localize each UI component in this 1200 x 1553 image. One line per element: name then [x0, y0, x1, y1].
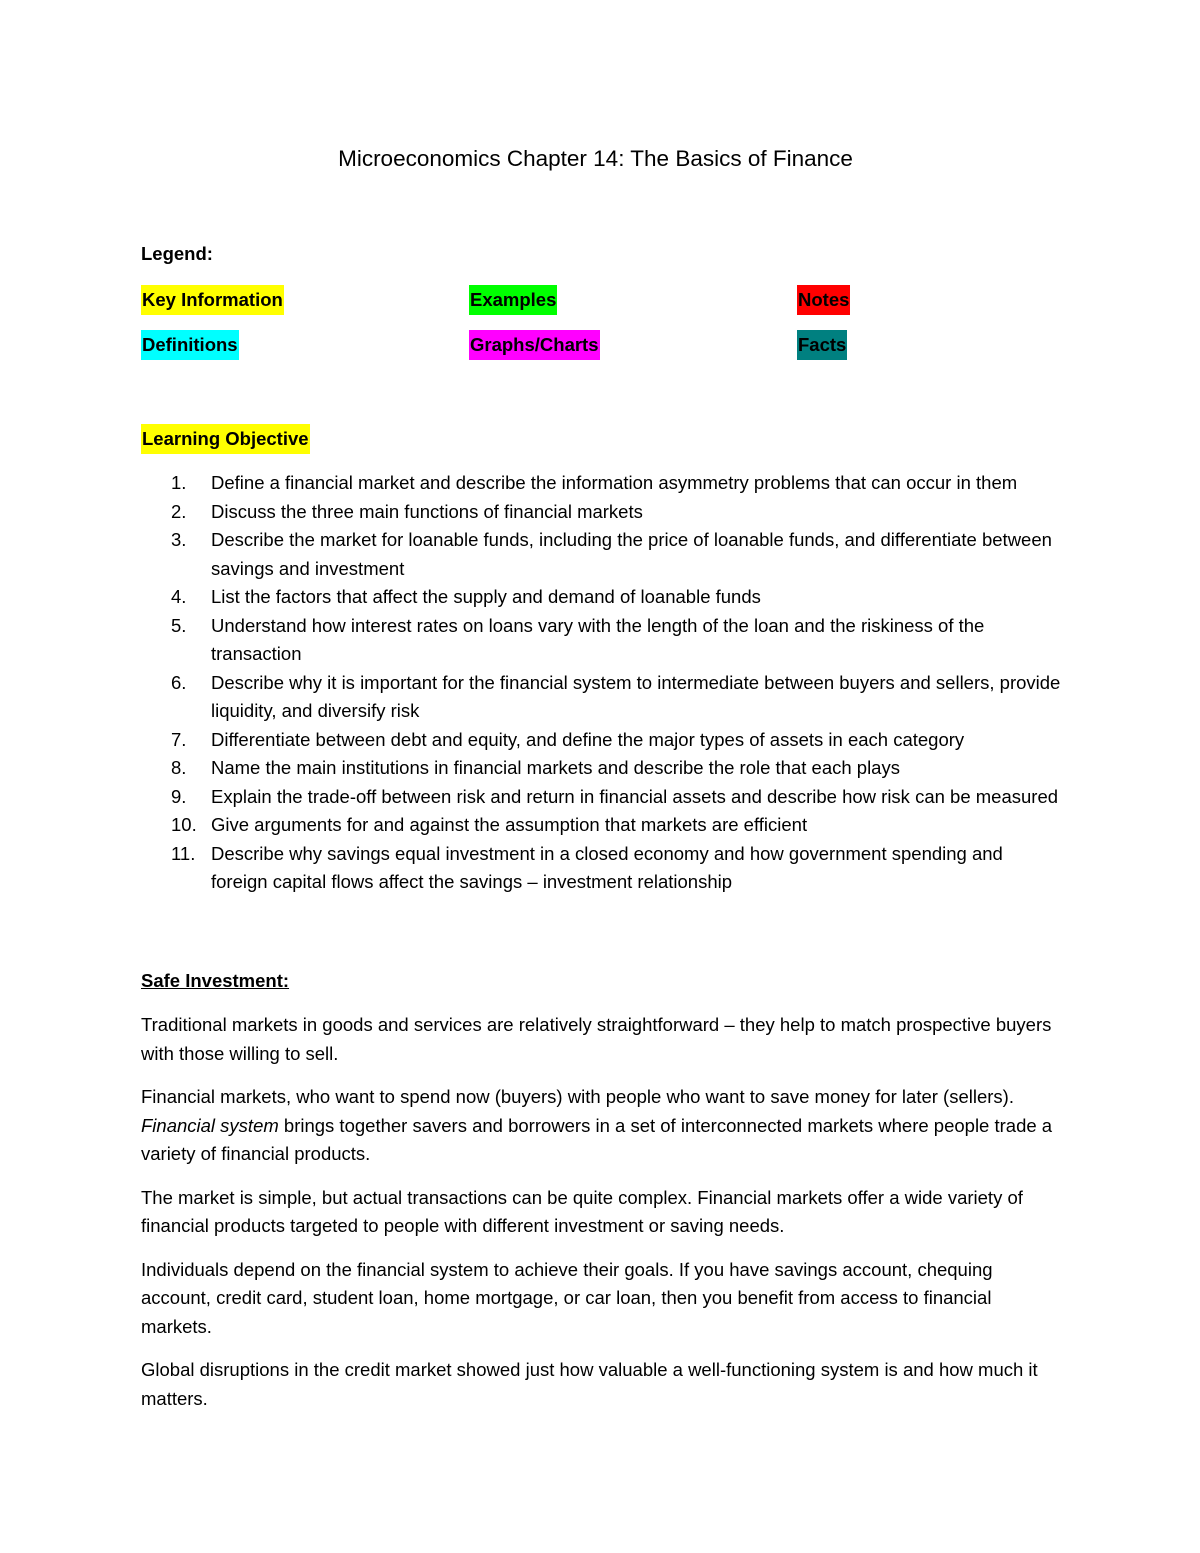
- paragraph: Individuals depend on the financial system to achieve their goals. If you have savings account, chequing account, credit card, student loan, home mortgage, or car loan, then you benefit from access to financial markets.: [141, 1258, 993, 1337]
- objective-text: Describe why it is important for the financial system to intermediate between buyers and sellers, provide liquidity, and diversify risk: [211, 671, 1061, 721]
- paragraph: The market is simple, but actual transactions can be quite complex. Financial markets offer a wide variety of financial products targeted to people with different investment or saving needs.: [141, 1186, 1023, 1236]
- objective-item: [141, 811, 1061, 840]
- term-financial-system: Financial system: [141, 1114, 279, 1136]
- objective-number: 10.: [171, 814, 197, 835]
- objective-text: Name the main institutions in financial markets and describe the role that each plays: [211, 757, 900, 778]
- objective-number: 3.: [171, 529, 187, 550]
- objective-number: 1.: [171, 472, 187, 493]
- objective-item: [141, 526, 1061, 583]
- paragraph: Global disruptions in the credit market showed just how valuable a well-functioning system is and how much it matters.: [141, 1359, 1038, 1409]
- legend-facts: Facts: [797, 330, 847, 360]
- learning-objective-heading: Learning Objective: [141, 424, 310, 454]
- objective-number: 11.: [171, 842, 196, 864]
- objective-text: Give arguments for and against the assumption that markets are efficient: [211, 814, 808, 835]
- objective-text: Define a financial market and describe the information asymmetry problems that can occur in them: [211, 472, 1018, 493]
- legend-heading: Legend:: [141, 243, 213, 264]
- learning-objective-heading-wrap: [141, 424, 310, 454]
- objective-number: 2.: [171, 500, 187, 522]
- objective-text: Differentiate between debt and equity, and define the major types of assets in each category: [211, 728, 965, 750]
- legend-key-information: Key Information: [141, 285, 284, 315]
- page-title: Microeconomics Chapter 14: The Basics of Finance: [338, 146, 853, 171]
- objective-number: 6.: [171, 671, 187, 693]
- objective-text: Discuss the three main functions of financial markets: [211, 500, 643, 522]
- objective-number: 4.: [171, 586, 187, 607]
- objective-item: [141, 669, 1061, 726]
- legend-graphs-charts: Graphs/Charts: [469, 330, 600, 360]
- legend-grid: [141, 285, 1066, 375]
- paragraph: Financial markets, who want to spend now (buyers) with people who want to save money for later (sellers). Financial system brings together savers and borrowers in a set of interconnected markets where people trade a variety of financial products.: [141, 1086, 1053, 1164]
- objective-item: [141, 783, 1061, 812]
- objective-number: 9.: [171, 785, 187, 807]
- objective-item: [141, 469, 1061, 498]
- legend-definitions: Definitions: [141, 330, 239, 360]
- objective-item: [141, 840, 1061, 897]
- legend-row: [141, 285, 1066, 330]
- objective-item: [141, 583, 1061, 612]
- objective-text: Understand how interest rates on loans vary with the length of the loan and the riskiness of the transaction: [211, 614, 985, 664]
- objective-text: Describe the market for loanable funds, including the price of loanable funds, and differentiate between savings and investment: [211, 529, 1052, 579]
- objective-item: [141, 498, 1061, 527]
- safe-investment-body: [141, 1011, 1066, 1428]
- paragraph: Traditional markets in goods and services are relatively straightforward – they help to match prospective buyers with those willing to sell.: [141, 1014, 1052, 1064]
- safe-investment-heading: Safe Investment:: [141, 970, 290, 991]
- objective-text: Explain the trade-off between risk and return in financial assets and describe how risk can be measured: [211, 785, 1059, 807]
- objective-item: [141, 726, 1061, 755]
- objective-text: List the factors that affect the supply and demand of loanable funds: [211, 586, 761, 607]
- objective-item: [141, 612, 1061, 669]
- objective-number: 8.: [171, 757, 187, 778]
- legend-notes: Notes: [797, 285, 850, 315]
- objective-number: 5.: [171, 614, 187, 636]
- learning-objectives-list: [141, 469, 1066, 897]
- objective-number: 7.: [171, 728, 187, 750]
- objective-item: [141, 754, 1061, 783]
- legend-row: [141, 330, 1066, 375]
- objective-text: Describe why savings equal investment in a closed economy and how government spending and foreign capital flows affect the savings – investment relationship: [211, 842, 1003, 892]
- legend-examples: Examples: [469, 285, 557, 315]
